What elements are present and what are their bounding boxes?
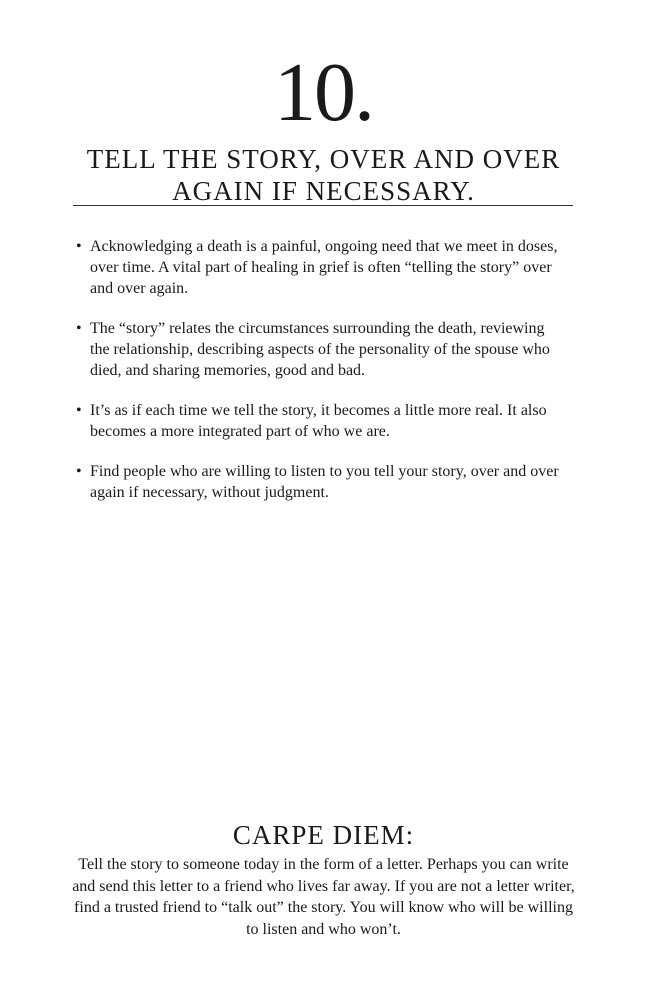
chapter-title: TELL THE STORY, OVER AND OVER AGAIN IF NECESSARY. (86, 144, 561, 206)
bullet-icon: • (76, 238, 82, 255)
bullet-list (76, 236, 566, 522)
chapter-number: 10. (274, 46, 373, 139)
bullet-item (76, 461, 566, 503)
bullet-text: Find people who are willing to listen to you tell your story, over and over again if necessary, without judgment. (90, 463, 559, 501)
carpe-diem-body: Tell the story to someone today in the form of a letter. Perhaps you can write and send this letter to a friend who lives far away. If you are not a letter writer, find a trusted friend to “talk out” the story. You will know who will be willing to listen and who won’t. (72, 856, 575, 938)
bullet-item (76, 400, 566, 442)
bullet-icon: • (76, 402, 82, 419)
carpe-diem-heading: CARPE DIEM: (232, 820, 415, 850)
bullet-item (76, 236, 566, 299)
bullet-text: It’s as if each time we tell the story, it becomes a little more real. It also becomes a more integrated part of who we are. (90, 402, 547, 440)
bullet-item (76, 318, 566, 381)
bullet-text: Acknowledging a death is a painful, ongoing need that we meet in doses, over time. A vital part of healing in grief is often “telling the story” over and over again. (90, 238, 558, 297)
bullet-icon: • (76, 463, 82, 480)
bullet-icon: • (76, 320, 82, 337)
bullet-text: The “story” relates the circumstances surrounding the death, reviewing the relationship, describing aspects of the personality of the spouse who died, and sharing memories, good and bad. (90, 320, 550, 379)
title-divider (73, 205, 573, 206)
